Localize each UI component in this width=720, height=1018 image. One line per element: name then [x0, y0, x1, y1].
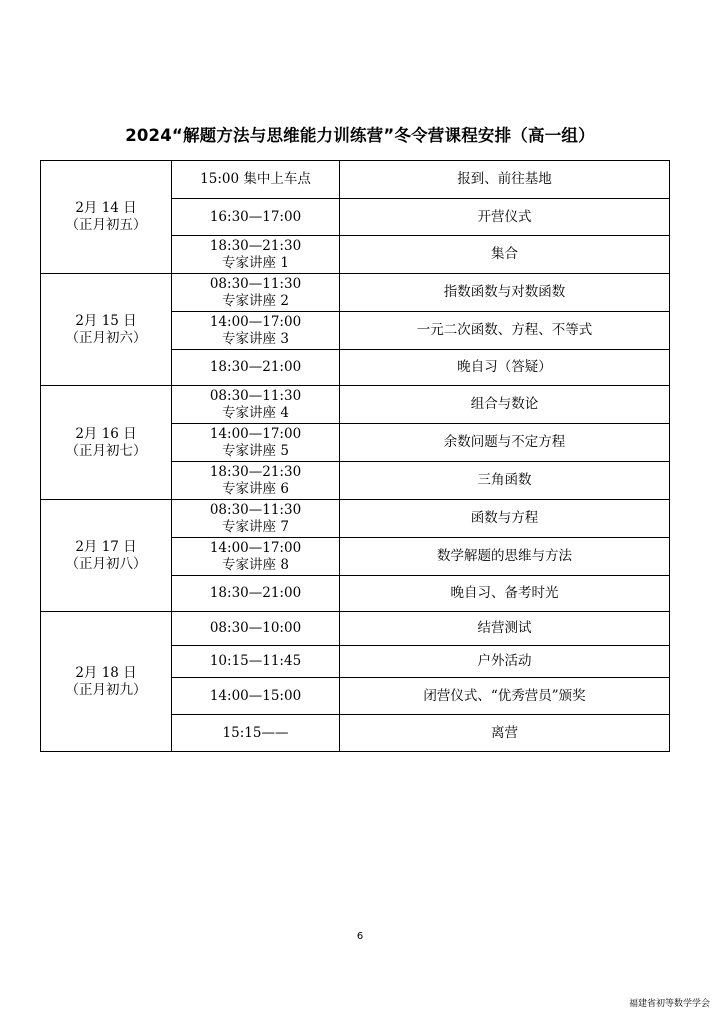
time-cell [172, 576, 340, 612]
activity-cell: 晚自习、备考时光 [340, 576, 670, 612]
time-label: 08:30—11:30 [209, 275, 302, 292]
lecture-label: 专家讲座 7 [222, 518, 289, 535]
time-label: 14:00—15:00 [209, 687, 302, 704]
time-label: 16:30—17:00 [209, 208, 302, 225]
activity-cell: 离营 [340, 715, 670, 752]
table-row [41, 386, 670, 424]
lunar-date-label: （正月初九） [65, 681, 147, 698]
time-cell [172, 462, 340, 500]
time-label: 18:30—21:00 [209, 585, 302, 601]
lunar-date-label: （正月初七） [65, 442, 147, 459]
lecture-label: 专家讲座 2 [222, 292, 289, 309]
time-cell [172, 678, 340, 715]
time-label: 18:30—21:00 [209, 359, 302, 375]
lecture-label: 专家讲座 6 [222, 480, 289, 497]
time-cell [172, 199, 340, 236]
activity-cell: 闭营仪式、“优秀营员”颁奖 [340, 678, 670, 715]
lecture-label: 专家讲座 8 [222, 556, 289, 573]
schedule-table [40, 160, 670, 752]
lecture-label: 专家讲座 3 [222, 330, 289, 347]
page-number: 6 [356, 931, 364, 942]
lecture-label: 专家讲座 1 [222, 254, 289, 271]
date-cell [41, 612, 172, 752]
time-cell [172, 312, 340, 350]
activity-cell: 指数函数与对数函数 [340, 274, 670, 312]
time-label: 18:30—21:30 [209, 237, 302, 254]
table-row [41, 612, 670, 646]
time-cell [172, 386, 340, 424]
time-cell [172, 424, 340, 462]
time-cell [172, 646, 340, 678]
activity-cell: 组合与数论 [340, 386, 670, 424]
document-title: 2024“解题方法与思维能力训练营”冬令营课程安排（高一组） [125, 126, 595, 145]
time-cell [172, 350, 340, 386]
time-label: 08:30—10:00 [209, 620, 302, 636]
time-label: 08:30—11:30 [209, 501, 302, 518]
lunar-date-label: （正月初八） [65, 555, 147, 572]
time-label: 15:15—— [222, 724, 289, 741]
table-row [41, 161, 670, 199]
activity-cell: 开营仪式 [340, 199, 670, 236]
footer-organization: 福建省初等数学学会 [628, 999, 710, 1009]
activity-cell: 一元二次函数、方程、不等式 [340, 312, 670, 350]
time-label: 18:30—21:30 [209, 463, 302, 480]
time-cell [172, 161, 340, 199]
date-cell [41, 386, 172, 500]
activity-cell: 户外活动 [340, 646, 670, 678]
time-label: 14:00—17:00 [209, 313, 302, 330]
activity-cell: 报到、前往基地 [340, 161, 670, 199]
lunar-date-label: （正月初六） [65, 329, 147, 346]
time-label: 14:00—17:00 [209, 539, 302, 556]
date-cell [41, 274, 172, 386]
time-cell [172, 274, 340, 312]
date-cell [41, 500, 172, 612]
activity-cell: 余数问题与不定方程 [340, 424, 670, 462]
date-label: 2月 16 日 [75, 425, 137, 442]
lunar-date-label: （正月初五） [65, 217, 147, 233]
time-cell [172, 500, 340, 538]
activity-cell: 数学解题的思维与方法 [340, 538, 670, 576]
activity-cell: 函数与方程 [340, 500, 670, 538]
lecture-label: 专家讲座 4 [222, 404, 289, 421]
time-cell [172, 538, 340, 576]
time-cell [172, 612, 340, 646]
date-label: 2月 15 日 [75, 312, 137, 329]
table-row [41, 500, 670, 538]
date-label: 2月 18 日 [75, 664, 137, 681]
table-row [41, 274, 670, 312]
time-cell [172, 715, 340, 752]
date-label: 2月 14 日 [75, 200, 137, 216]
time-label: 15:00 集中上车点 [200, 171, 311, 187]
time-label: 08:30—11:30 [209, 387, 302, 404]
lecture-label: 专家讲座 5 [222, 442, 289, 459]
activity-cell: 结营测试 [340, 612, 670, 646]
time-cell [172, 236, 340, 274]
time-label: 10:15—11:45 [209, 653, 302, 669]
activity-cell: 晚自习（答疑） [340, 350, 670, 386]
activity-cell: 三角函数 [340, 462, 670, 500]
time-label: 14:00—17:00 [209, 425, 302, 442]
date-label: 2月 17 日 [75, 538, 137, 555]
date-cell [41, 161, 172, 274]
activity-cell: 集合 [340, 236, 670, 274]
